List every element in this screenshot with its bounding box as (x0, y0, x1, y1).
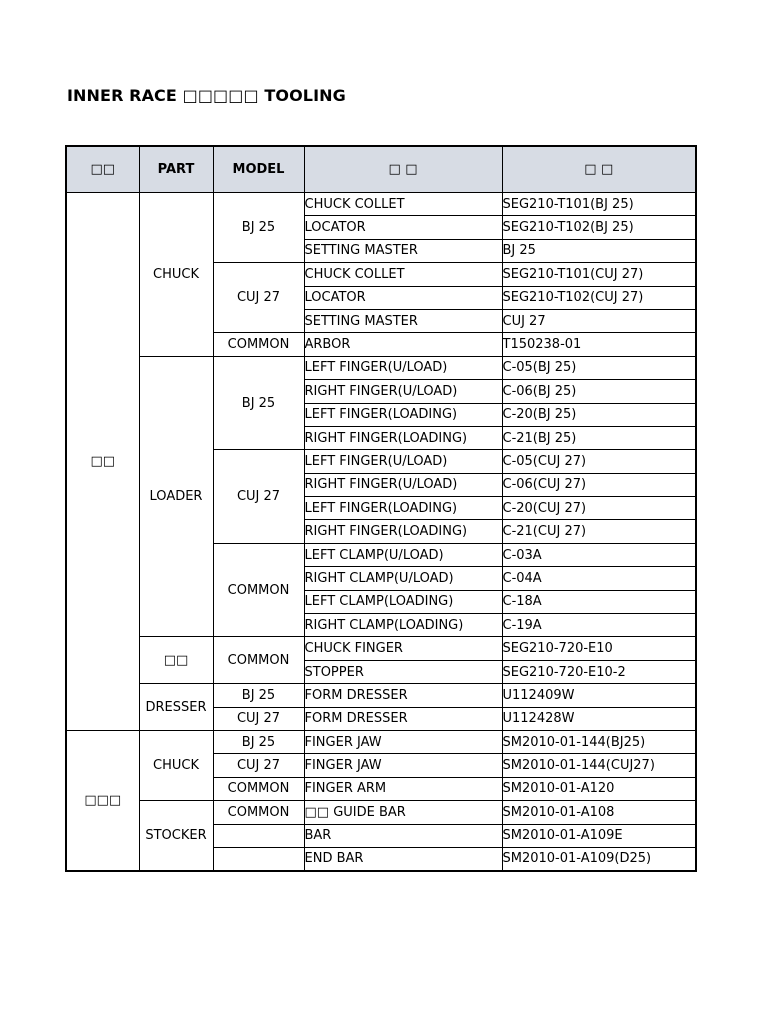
item-code-cell: C-19A (502, 614, 696, 637)
document-title: INNER RACE □□□□□ TOOLING (67, 86, 346, 105)
table-row (66, 356, 696, 379)
model-cell: CUJ 27 (213, 707, 304, 730)
header-model: MODEL (213, 146, 304, 193)
item-name-cell: RIGHT FINGER(U/LOAD) (304, 380, 502, 403)
item-name-cell: LEFT FINGER(LOADING) (304, 497, 502, 520)
item-code-cell: C-04A (502, 567, 696, 590)
item-code-cell: T150238-01 (502, 333, 696, 356)
item-name-cell: RIGHT CLAMP(U/LOAD) (304, 567, 502, 590)
item-code-cell: C-06(CUJ 27) (502, 473, 696, 496)
item-code-cell: SM2010-01-A120 (502, 777, 696, 800)
item-code-cell: SM2010-01-144(CUJ27) (502, 754, 696, 777)
model-cell: BJ 25 (213, 684, 304, 707)
item-code-cell: C-20(CUJ 27) (502, 497, 696, 520)
header-group: □□ (66, 146, 139, 193)
item-code-cell: SEG210-720-E10-2 (502, 660, 696, 683)
item-code-cell: C-21(BJ 25) (502, 426, 696, 449)
tooling-table (65, 145, 697, 872)
item-code-cell: C-21(CUJ 27) (502, 520, 696, 543)
header-part: PART (139, 146, 213, 193)
part-cell: □□ (139, 637, 213, 684)
item-code-cell: SEG210-T102(BJ 25) (502, 216, 696, 239)
table-row (66, 193, 696, 216)
item-code-cell: SM2010-01-A109(D25) (502, 847, 696, 870)
item-name-cell: FINGER JAW (304, 730, 502, 753)
item-code-cell: SM2010-01-144(BJ25) (502, 730, 696, 753)
item-code-cell: BJ 25 (502, 239, 696, 262)
item-name-cell: STOPPER (304, 660, 502, 683)
table-row (66, 684, 696, 707)
item-code-cell: SM2010-01-A109E (502, 824, 696, 847)
part-cell: CHUCK (139, 193, 213, 357)
item-name-cell: END BAR (304, 847, 502, 870)
table-row (66, 801, 696, 824)
item-name-cell: □□ GUIDE BAR (304, 801, 502, 824)
model-cell: COMMON (213, 637, 304, 684)
item-name-cell: LEFT FINGER(U/LOAD) (304, 356, 502, 379)
item-name-cell: BAR (304, 824, 502, 847)
item-name-cell: CHUCK COLLET (304, 263, 502, 286)
group-cell: □□ (66, 193, 139, 731)
item-name-cell: CHUCK FINGER (304, 637, 502, 660)
model-cell: COMMON (213, 333, 304, 356)
item-code-cell: C-06(BJ 25) (502, 380, 696, 403)
item-name-cell: RIGHT FINGER(U/LOAD) (304, 473, 502, 496)
item-code-cell: C-18A (502, 590, 696, 613)
model-cell (213, 847, 304, 870)
part-cell: LOADER (139, 356, 213, 637)
item-name-cell: LOCATOR (304, 216, 502, 239)
item-name-cell: LEFT CLAMP(U/LOAD) (304, 543, 502, 566)
model-cell: COMMON (213, 801, 304, 824)
model-cell (213, 824, 304, 847)
header-code: □ □ (502, 146, 696, 193)
item-name-cell: FORM DRESSER (304, 684, 502, 707)
item-name-cell: RIGHT CLAMP(LOADING) (304, 614, 502, 637)
group-cell: □□□ (66, 730, 139, 870)
item-code-cell: SEG210-T101(CUJ 27) (502, 263, 696, 286)
item-code-cell: C-03A (502, 543, 696, 566)
item-name-cell: SETTING MASTER (304, 239, 502, 262)
item-name-cell: FORM DRESSER (304, 707, 502, 730)
header-name: □ □ (304, 146, 502, 193)
model-cell: CUJ 27 (213, 263, 304, 333)
table-row (66, 637, 696, 660)
item-name-cell: LOCATOR (304, 286, 502, 309)
item-name-cell: LEFT CLAMP(LOADING) (304, 590, 502, 613)
item-code-cell: SEG210-T101(BJ 25) (502, 193, 696, 216)
item-name-cell: ARBOR (304, 333, 502, 356)
item-code-cell: SEG210-T102(CUJ 27) (502, 286, 696, 309)
item-name-cell: CHUCK COLLET (304, 193, 502, 216)
model-cell: CUJ 27 (213, 450, 304, 544)
model-cell: COMMON (213, 543, 304, 637)
item-code-cell: C-05(CUJ 27) (502, 450, 696, 473)
item-name-cell: SETTING MASTER (304, 309, 502, 332)
item-code-cell: C-05(BJ 25) (502, 356, 696, 379)
item-code-cell: U112409W (502, 684, 696, 707)
item-name-cell: LEFT FINGER(U/LOAD) (304, 450, 502, 473)
item-name-cell: FINGER JAW (304, 754, 502, 777)
part-cell: CHUCK (139, 730, 213, 800)
part-cell: STOCKER (139, 801, 213, 871)
item-code-cell: CUJ 27 (502, 309, 696, 332)
item-name-cell: LEFT FINGER(LOADING) (304, 403, 502, 426)
item-name-cell: RIGHT FINGER(LOADING) (304, 520, 502, 543)
model-cell: BJ 25 (213, 193, 304, 263)
model-cell: BJ 25 (213, 730, 304, 753)
item-name-cell: FINGER ARM (304, 777, 502, 800)
item-code-cell: SEG210-720-E10 (502, 637, 696, 660)
item-code-cell: U112428W (502, 707, 696, 730)
model-cell: CUJ 27 (213, 754, 304, 777)
model-cell: BJ 25 (213, 356, 304, 450)
item-code-cell: C-20(BJ 25) (502, 403, 696, 426)
model-cell: COMMON (213, 777, 304, 800)
table-header-row (66, 146, 696, 193)
item-code-cell: SM2010-01-A108 (502, 801, 696, 824)
item-name-cell: RIGHT FINGER(LOADING) (304, 426, 502, 449)
part-cell: DRESSER (139, 684, 213, 731)
table-row (66, 730, 696, 753)
